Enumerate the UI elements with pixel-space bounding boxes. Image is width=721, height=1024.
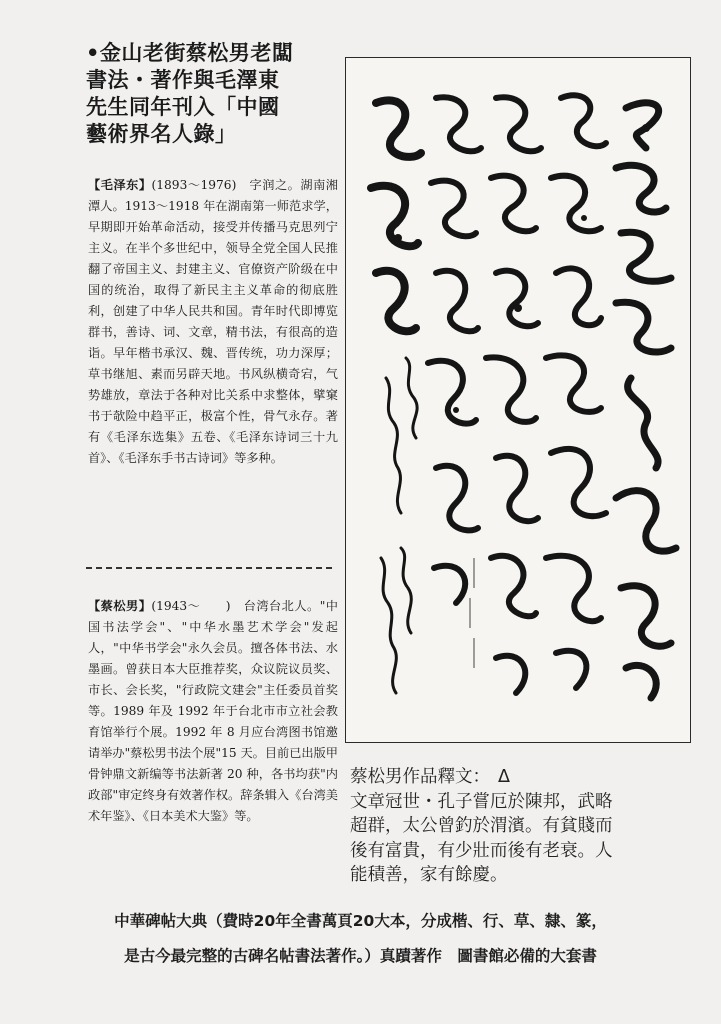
footer-line-2: 是古今最完整的古碑名帖書法著作。）真蹟著作 圖書館必備的大套書	[124, 947, 597, 965]
caption-line: 後有富貴，有少壯而後有老衰。人	[350, 840, 613, 861]
headline	[86, 40, 336, 148]
footer-line-1: 中華碑帖大典（費時20年全書萬頁20大本，分成楷、行、草、隸、篆，	[114, 912, 607, 930]
headline-line: •金山老街蔡松男老闆	[86, 41, 294, 65]
bio-text: (1943～ ) 台湾台北人。"中国书法学会"、"中华水墨艺术学会"发起人，"中华书学会"永久会员。擅各体书法、水墨画。曾获日本大臣推荐奖，众议院议员奖、市长、会长奖，"行政院文建会"主任委员首奖等。1989 年及 1992 年于台北市市立社会教育馆举行个展。1992 年 8 月应台湾图书馆邀请举办"蔡松男书法个展"15 天。目前已出版甲骨钟鼎文新编等书法新著 20 种，各书均获"内政部"审定终身有效著作权。辞条辑入《台湾美术年鉴》、《日本美术大鉴》等。	[88, 599, 338, 823]
bio-mao-zedong	[88, 175, 338, 469]
headline-line: 先生同年刊入「中國	[86, 95, 280, 119]
bio-text: (1893～1976) 字润之。湖南湘潭人。1913～1918 年在湖南第一师范求学，早期即开始革命活动，接受并传播马克思列宁主义。在半个多世纪中，领导全党全国人民推翻了帝国主义、封建主义、官僚资产阶级在中国的统治，取得了新民主主义革命的彻底胜利，创建了中华人民共和国。青年时代即博览群书，善诗、词、文章，精书法，有很高的造诣。早年楷书承汉、魏、晋传统，功力深厚；草书继旭、素而另辟天地。书风纵横奇宕，气势雄放，章法于各种对比关系中求整体，擘窠书于欹险中趋平正，极富个性，骨气永存。著有《毛泽东选集》五卷、《毛泽东诗词三十九首》、《毛泽东手书古诗词》等多种。	[88, 178, 338, 465]
dashed-divider	[86, 567, 332, 569]
caption-line: 超群，太公曾釣於渭濱。有貧賤而	[350, 816, 613, 836]
caption-mark: Δ	[498, 767, 510, 787]
headline-line: 藝術界名人錄」	[86, 122, 237, 146]
bio-name: 【蔡松男】	[88, 599, 152, 613]
caption-line: 文章冠世・孔子嘗厄於陳邦，武略	[350, 791, 613, 812]
calligraphy-artwork	[345, 57, 691, 743]
caption-line: 能積善，家有餘慶。	[350, 865, 508, 885]
bio-name: 【毛泽东】	[88, 178, 152, 192]
artwork-caption	[350, 765, 695, 888]
caption-title: 蔡松男作品釋文：	[350, 767, 490, 787]
bio-cai-songnan	[88, 596, 338, 827]
caption-title-line	[350, 765, 695, 790]
headline-line: 書法・著作與毛澤東	[86, 68, 280, 92]
calligraphy-image	[346, 58, 690, 742]
